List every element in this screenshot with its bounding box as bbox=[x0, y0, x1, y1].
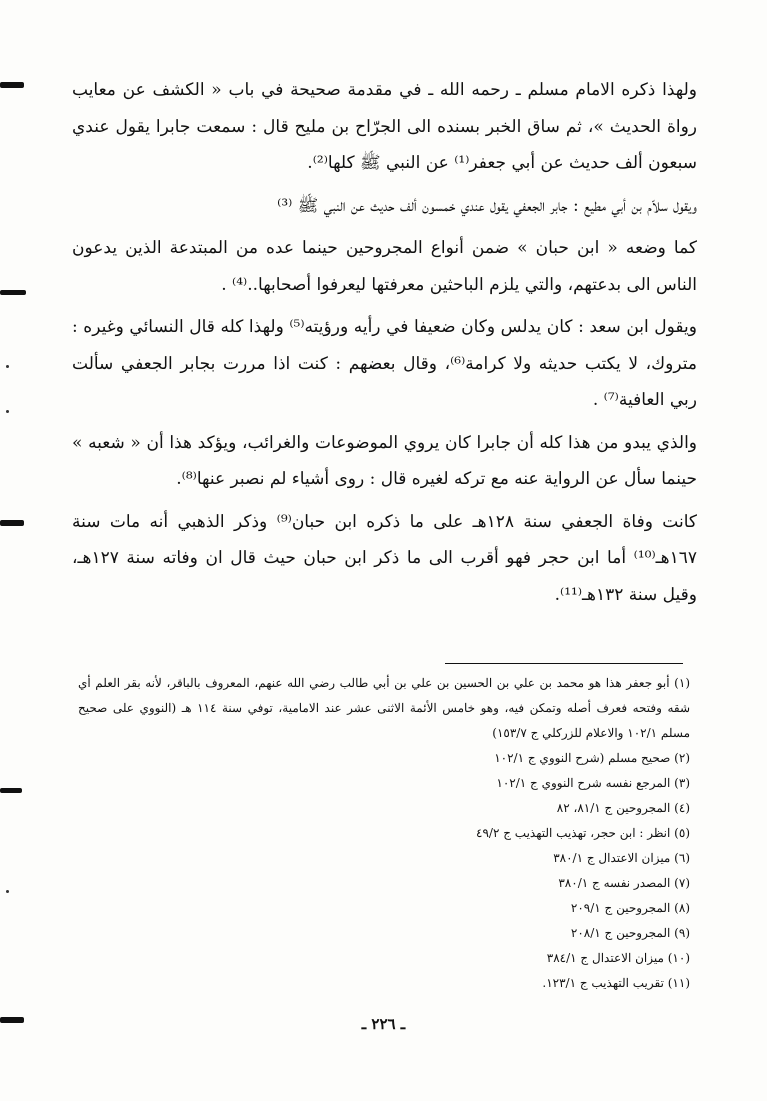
footnote-1: (١) أبو جعفر هذا هو محمد بن علي بن الحسين بن علي بن أبي طالب رضي الله عنهم، المعروف بالباقر، لأنه بقر العلم أي شقه وفتحه فعرف أصله وتمكن فيه، وهو خامس الأئمة الاثنى عشر عند الامامية، توفي سنة ١١٤ هـ (النووي على صحيح مسلم ١٠٢/١ والاعلام للزركلي ج ١٥٣/٧) bbox=[78, 676, 691, 740]
footnote-11: (١١) تقريب التهذيب ج ١٢٣/١. bbox=[542, 976, 690, 990]
scan-margin-mark bbox=[0, 290, 26, 295]
scan-margin-mark bbox=[0, 520, 24, 526]
footnote-9: (٩) المجروحين ج ٢٠٨/١ bbox=[570, 926, 690, 940]
paragraph-ibn-saad: ويقول ابن سعد : كان يدلس وكان ضعيفا في رأيه ورؤيته⁽⁵⁾ ولهذا كله قال النسائي وغيره : متروك، لا يكتب حديثه ولا كرامة⁽⁶⁾، وقال بعضهم : كنت اذا مررت بجابر الجعفي سألت ربي العافية⁽⁷⁾ . bbox=[72, 317, 697, 410]
footnotes bbox=[78, 671, 690, 996]
footnote-7: (٧) المصدر نفسه ج ٣٨٠/١ bbox=[558, 876, 690, 890]
paragraph-sallam: ويقول سلاّم بن أبي مطيع : جابر الجعفي يقول عندي خمسون ألف حديث عن النبي ﷺ ⁽³⁾ bbox=[277, 195, 697, 216]
paragraph-death-date: كانت وفاة الجعفي سنة ١٢٨هـ على ما ذكره ابن حبان⁽⁹⁾ وذكر الذهبي أنه مات سنة ١٦٧هـ⁽¹⁰⁾ أما ابن حجر فهو أقرب الى ما ذكر ابن حبان حيث قال ان وفاته سنة ١٢٧هـ، وقيل سنة ١٣٢هـ⁽¹¹⁾. bbox=[72, 511, 697, 605]
page-number: ـ ٢٢٦ ـ bbox=[361, 1015, 406, 1033]
paragraph-muslim: ولهذا ذكره الامام مسلم ـ رحمه الله ـ في مقدمة صحيحة في باب « الكشف عن معايب رواة الحديث »، ثم ساق الخبر بسنده الى الجرّاح بن مليح قال : سمعت جابرا يقول عندي سبعون ألف حديث عن أبي جعفر⁽¹⁾ عن النبي ﷺ كلها⁽²⁾. bbox=[72, 80, 697, 173]
footnote-10: (١٠) ميزان الاعتدال ج ٣٨٤/١ bbox=[546, 951, 690, 965]
footnote-separator bbox=[445, 663, 683, 664]
footnote-4: (٤) المجروحين ج ٨١/١، ٨٢ bbox=[556, 801, 690, 815]
footnote-2: (٢) صحيح مسلم (شرح النووي ج ١٠٢/١ bbox=[494, 751, 690, 765]
footnote-6: (٦) ميزان الاعتدال ج ٣٨٠/١ bbox=[553, 851, 690, 865]
scan-speck bbox=[6, 365, 9, 368]
scan-speck bbox=[6, 410, 9, 413]
paragraph-shuba: والذي يبدو من هذا كله أن جابرا كان يروي الموضوعات والغرائب، ويؤكد هذا أن « شعبه » حينما سأل عن الرواية عنه مع تركه لغيره قال : روى أشياء لم نصبر عنها⁽⁸⁾. bbox=[72, 432, 697, 489]
footnote-5: (٥) انظر : ابن حجر، تهذيب التهذيب ج ٤٩/٢ bbox=[476, 826, 690, 840]
footnote-3: (٣) المرجع نفسه شرح النووي ج ١٠٢/١ bbox=[496, 776, 690, 790]
paragraph-ibn-hibban: كما وضعه « ابن حبان » ضمن أنواع المجروحين حينما عده من المبتدعة الذين يدعون الناس الى بدعتهم، والتي يلزم الباحثين معرفتها ليعرفوا أصحابها..⁽⁴⁾ . bbox=[72, 238, 697, 295]
main-text bbox=[72, 72, 697, 619]
footnote-8: (٨) المجروحين ج ٢٠٩/١ bbox=[570, 901, 690, 915]
scan-margin-mark bbox=[0, 788, 22, 793]
scan-margin-mark bbox=[0, 82, 24, 88]
scan-speck bbox=[6, 890, 9, 893]
